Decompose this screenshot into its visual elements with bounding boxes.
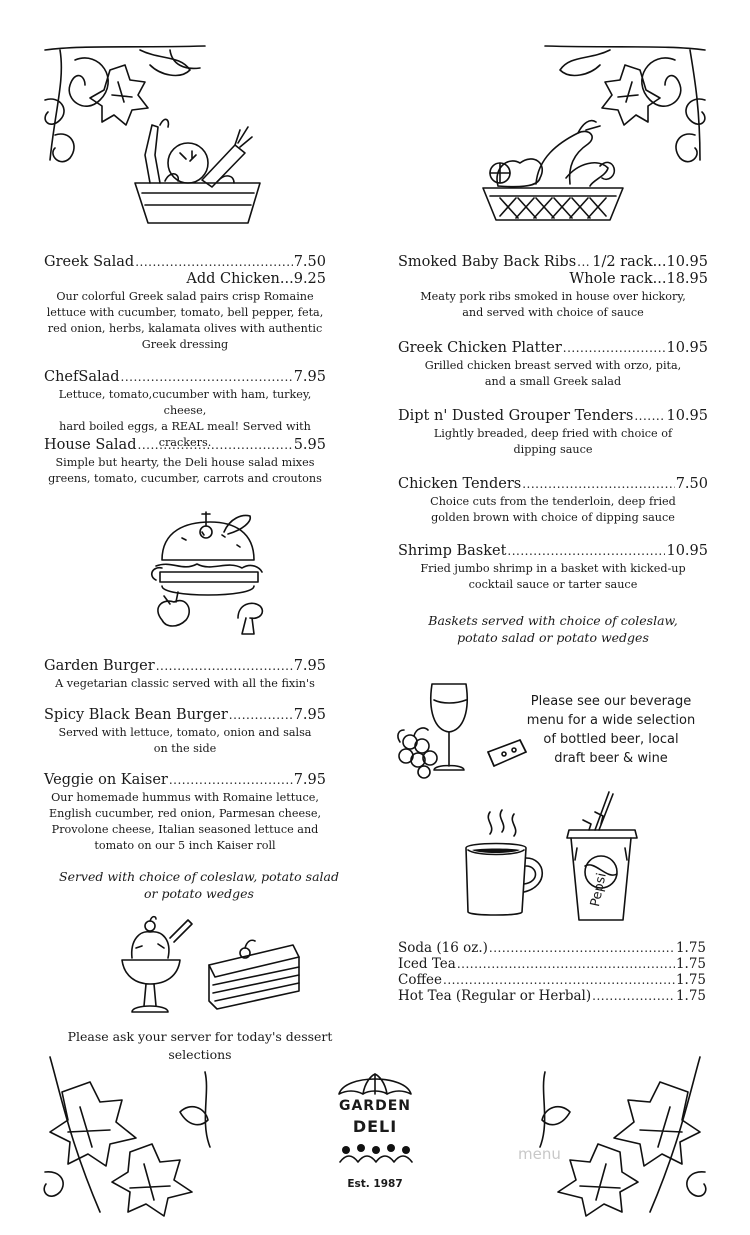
menu-item-greek-chicken-platter	[398, 340, 708, 390]
leader-dots	[563, 340, 666, 357]
item-price: 5.95	[293, 437, 326, 453]
leader-dots	[522, 476, 674, 493]
item-addon-price: Whole rack...18.95	[569, 271, 708, 287]
menu-item-veggie-on-kaiser	[44, 772, 326, 854]
menu-item-chicken-tenders	[398, 476, 708, 526]
salad-basket-illustration	[130, 115, 265, 235]
menu-item-house-salad	[44, 437, 326, 487]
leader-dots	[507, 543, 665, 560]
item-name: House Salad	[44, 437, 137, 453]
item-price: 7.95	[293, 658, 326, 674]
coffee-mug-illustration	[460, 808, 555, 918]
logo-line-deli: DELI	[352, 1117, 398, 1136]
menu-item-garden-burger	[44, 658, 326, 692]
item-addon-price: Add Chicken...9.25	[186, 271, 326, 287]
menu-item-smoked-baby-back-ribs	[398, 254, 708, 321]
item-name: Dipt n' Dusted Grouper Tenders	[398, 408, 634, 424]
watermark-text: menu	[518, 1145, 561, 1163]
item-description: Lightly breaded, deep fried with choice of dipping sauce	[433, 427, 673, 456]
leader-dots	[121, 369, 293, 386]
leader-dots	[156, 658, 293, 675]
cup-brand-label: Pepsi	[588, 871, 610, 909]
flower-row-logo-icon	[336, 1140, 416, 1168]
menu-item-spicy-black-bean-burger	[44, 707, 326, 757]
shrimp-basket-illustration	[478, 118, 628, 228]
basket-sides-note: Baskets served with choice of coleslaw, potato salad or potato wedges	[428, 613, 678, 645]
item-price: 10.95	[666, 543, 708, 559]
item-price: 7.95	[293, 772, 326, 788]
logo-established: Est. 1987	[347, 1178, 403, 1190]
menu-item-greek-salad	[44, 254, 326, 353]
item-price: 10.95	[666, 340, 708, 356]
drink-row: Coffee ..... 1.75	[398, 972, 706, 988]
item-price: 7.95	[293, 369, 326, 385]
drink-row: Iced Tea ..... 1.75	[398, 956, 706, 972]
drinks-list	[398, 940, 706, 1004]
item-name: ChefSalad	[44, 369, 120, 385]
burger-illustration	[142, 510, 277, 640]
drink-row: Soda (16 oz.) ..... 1.75	[398, 940, 706, 956]
leaf-corner-bottom-left	[40, 1052, 225, 1217]
menu-item-grouper-tenders	[398, 408, 708, 458]
item-name: Greek Salad	[44, 254, 135, 270]
item-price: 10.95	[666, 408, 708, 424]
item-price: 1/2 rack...10.95	[592, 254, 708, 270]
item-name: Spicy Black Bean Burger	[44, 707, 228, 723]
item-description: Fried jumbo shrimp in a basket with kicked-up cocktail sauce or tarter sauce	[420, 562, 686, 591]
item-name: Garden Burger	[44, 658, 155, 674]
dessert-note: Please ask your server for today's dessert selections	[67, 1029, 333, 1062]
item-name: Chicken Tenders	[398, 476, 522, 492]
item-description: Lettuce, tomato,cucumber with ham, turkey, cheese, hard boiled eggs, a REAL meal! Served with crackers.	[58, 388, 312, 449]
item-name: Shrimp Basket	[398, 543, 507, 559]
item-description: Our colorful Greek salad pairs crisp Romaine lettuce with cucumber, tomato, bell pepper, feta, red onion, herbs, kalamata olives with authentic Greek dressing	[46, 290, 324, 351]
item-description: Choice cuts from the tenderloin, deep fried golden brown with choice of dipping sauce	[430, 495, 676, 524]
sundae-illustration	[118, 918, 198, 1023]
item-price: 7.95	[293, 707, 326, 723]
logo-line-garden: GARDEN	[338, 1098, 411, 1114]
item-description: A vegetarian classic served with all the fixin's	[55, 677, 315, 690]
menu-item-shrimp-basket	[398, 543, 708, 593]
leader-dots	[229, 707, 293, 724]
leader-dots	[138, 437, 293, 454]
leader-dots	[577, 254, 591, 271]
item-description: Grilled chicken breast served with orzo, pita, and a small Greek salad	[424, 359, 682, 388]
item-description: Served with lettuce, tomato, onion and salsa on the side	[58, 726, 312, 755]
leader-dots	[169, 772, 293, 789]
item-description: Simple but hearty, the Deli house salad mixes greens, tomato, cucumber, carrots and croutons	[48, 456, 322, 485]
item-name: Greek Chicken Platter	[398, 340, 562, 356]
item-description: Meaty pork ribs smoked in house over hickory, and served with choice of sauce	[420, 290, 686, 319]
cake-slice-illustration	[205, 935, 305, 1015]
item-name: Veggie on Kaiser	[44, 772, 168, 788]
umbrella-logo-icon	[335, 1068, 415, 1098]
drink-row: Hot Tea (Regular or Herbal) ..... 1.75	[398, 988, 706, 1004]
item-price: 7.50	[293, 254, 326, 270]
item-description: Our homemade hummus with Romaine lettuce, English cucumber, red onion, Parmesan cheese, Provolone cheese, Italian seasoned lettuce and tomato on our 5 inch Kaiser roll	[48, 791, 322, 852]
leader-dots	[135, 254, 292, 271]
burger-sides-note: Served with choice of coleslaw, potato salad or potato wedges	[59, 869, 339, 901]
beverage-menu-note: Please see our beverage menu for a wide selection of bottled beer, local draft beer & wine	[526, 694, 696, 766]
leader-dots	[634, 408, 665, 425]
leaf-corner-bottom-right	[525, 1052, 710, 1217]
item-price: 7.50	[675, 476, 708, 492]
item-name: Smoked Baby Back Ribs	[398, 254, 577, 270]
